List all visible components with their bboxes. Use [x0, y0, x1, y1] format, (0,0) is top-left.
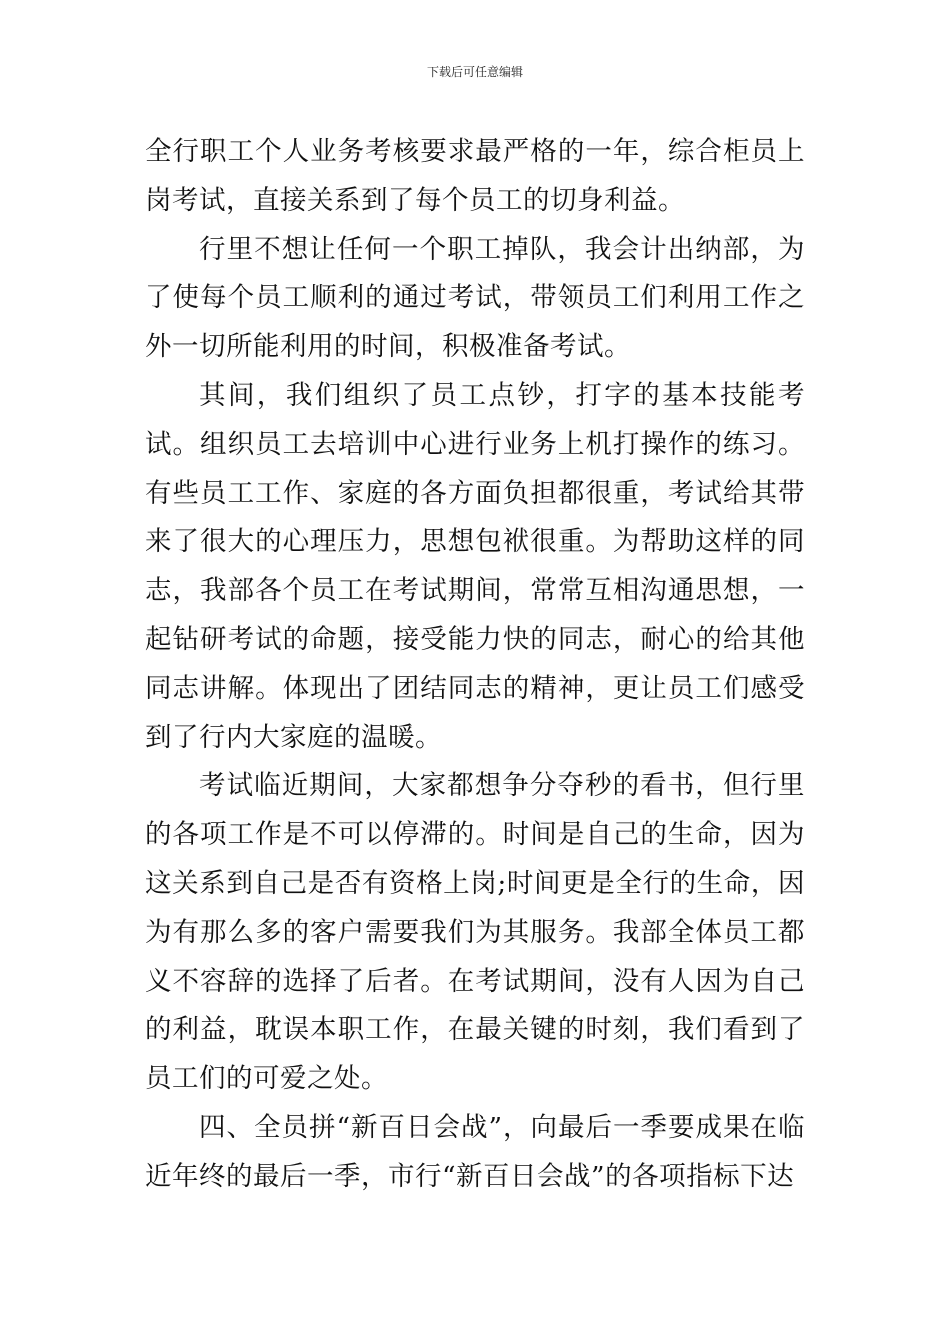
paragraph-5: 四、全员拼“新百日会战”，向最后一季要成果在临近年终的最后一季，市行“新百日会战”的各项指标下达: [145, 1111, 805, 1192]
paragraph-4: 考试临近期间，大家都想争分夺秒的看书，但行里的各项工作是不可以停滞的。时间是自己的生命，因为这关系到自己是否有资格上岗;时间更是全行的生命，因为有那么多的客户需要我们为其服务。我部全体员工都义不容辞的选择了后者。在考试期间，没有人因为自己的利益，耽误本职工作，在最关键的时刻，我们看到了员工们的可爱之处。: [145, 770, 805, 1095]
paragraph-1: 全行职工个人业务考核要求最严格的一年，综合柜员上岗考试，直接关系到了每个员工的切身利益。: [145, 136, 805, 216]
page-header: 下载后可任意编辑: [426, 65, 523, 79]
document-body: [145, 128, 805, 1202]
paragraph-3: 其间，我们组织了员工点钞，打字的基本技能考试。组织员工去培训中心进行业务上机打操作的练习。有些员工工作、家庭的各方面负担都很重，考试给其带来了很大的心理压力，思想包袱很重。为帮助这样的同志，我部各个员工在考试期间，常常互相沟通思想，一起钻研考试的命题，接受能力快的同志，耐心的给其他同志讲解。体现出了团结同志的精神，更让员工们感受到了行内大家庭的温暖。: [145, 379, 805, 753]
paragraph-2: 行里不想让任何一个职工掉队，我会计出纳部，为了使每个员工顺利的通过考试，带领员工们利用工作之外一切所能利用的时间，积极准备考试。: [145, 233, 805, 363]
